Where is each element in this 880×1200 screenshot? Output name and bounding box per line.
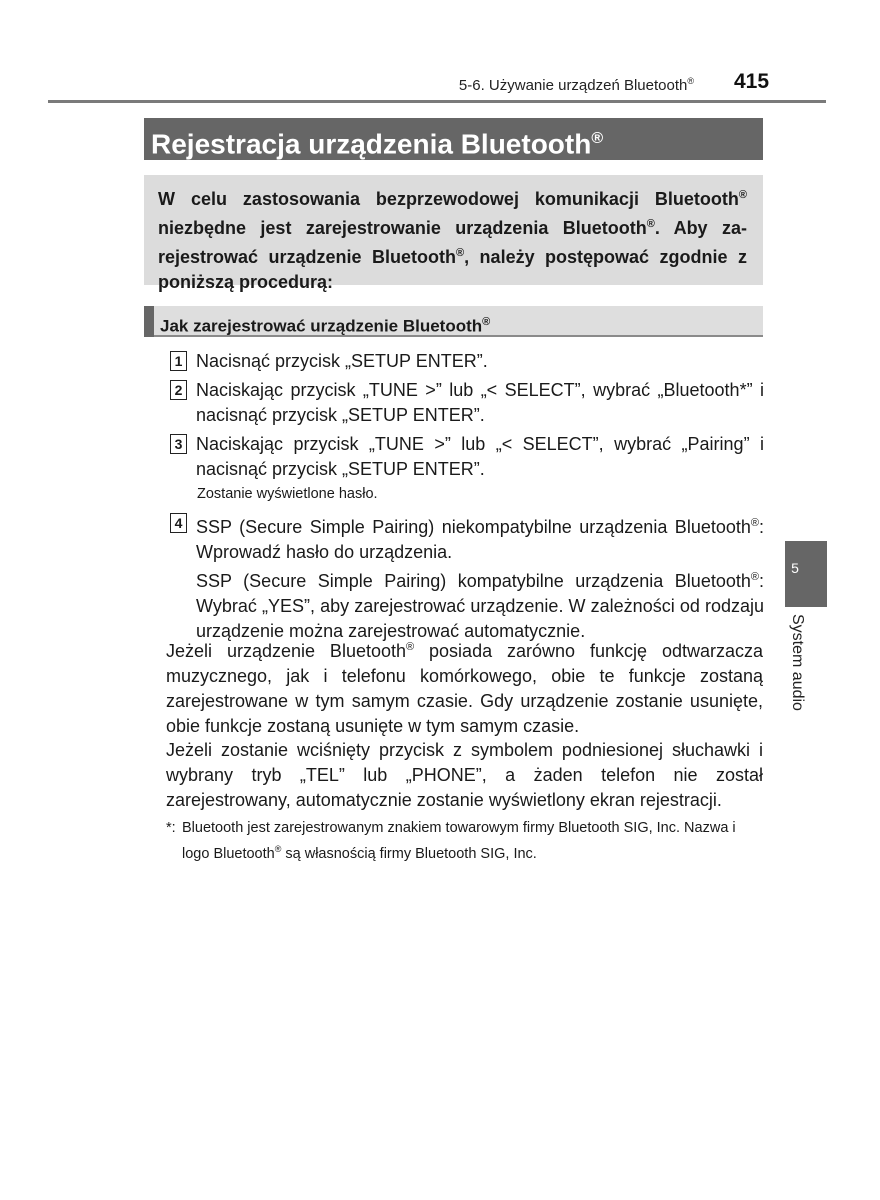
- section-heading: Jak zarejestrować urządzenie Bluetooth®: [144, 306, 763, 337]
- step-1: [170, 349, 764, 374]
- step-number: 3: [170, 434, 187, 454]
- step-number: 1: [170, 351, 187, 371]
- footnote-text: Bluetooth jest zarejestrowanym znakiem towarowym firmy Bluetooth SIG, Inc. Nazwa i logo Bluetooth® są własnością firmy Bluetooth SIG, Inc.: [182, 820, 736, 862]
- chapter-number: 5: [791, 560, 799, 576]
- registered-mark: ®: [687, 76, 694, 86]
- step-4: [170, 511, 764, 644]
- step-text: Nacisnąć przycisk „SETUP ENTER”.: [196, 351, 488, 371]
- intro-box: W celu zastosowania bezprzewodowej komunikacji Bluetooth® niezbędne jest zarejestrowanie urządzenia Bluetooth®. Aby za- rejestrować urządzenie Bluetooth®, należy postępować zgodnie z poniższą procedurą:: [144, 175, 763, 285]
- step-2: [170, 378, 764, 428]
- registered-mark: ®: [591, 130, 604, 147]
- header-section-title: 5-6. Używanie urządzeń Bluetooth®: [458, 76, 694, 94]
- step-number: 2: [170, 380, 187, 400]
- paragraph-dual-function: Jeżeli urządzenie Bluetooth® posiada zarówno funkcję odtwarzacza muzycznego, jak i telefonu komórkowego, obie te funkcje zostaną zarejestrowane w tym samym czasie. Gdy urządzenie zostanie usunięte, obie funkcje zostaną usunięte w tym samym czasie.: [166, 641, 763, 736]
- step-text: SSP (Secure Simple Pairing) niekompatybilne urządzenia Bluetooth®: Wprowadź hasło do urządzenia. SSP (Secure Simple Pairing) kompatybilne urządzenia Bluetooth®: Wybrać „YES”, aby zarejestrować urządzenie. W zależności od rodzaju urządzenie można zarejestrować automatycznie.: [196, 517, 764, 641]
- step-number: 4: [170, 513, 187, 533]
- step-3: [170, 432, 764, 482]
- footnote: [166, 818, 763, 865]
- step-text: Naciskając przycisk „TUNE >” lub „< SELECT”, wybrać „Pairing” i nacisnąć przycisk „SETUP ENTER”.: [196, 434, 764, 479]
- step-3-note: Zostanie wyświetlone hasło.: [197, 486, 378, 502]
- footnote-marker: *:: [166, 820, 176, 836]
- step-text: Naciskając przycisk „TUNE >” lub „< SELECT”, wybrać „Bluetooth*” i nacisnąć przycisk „SETUP ENTER”.: [196, 380, 764, 425]
- chapter-label: System audio: [789, 614, 806, 711]
- paragraph-registration-screen: Jeżeli zostanie wciśnięty przycisk z symbolem podniesionej słuchawki i wybrany tryb „TEL” lub „PHONE”, a żaden telefon nie został zarejestrowany, automatycznie zostanie wyświetlony ekran rejestracji.: [166, 740, 763, 810]
- page-number: 415: [734, 70, 770, 93]
- header-divider: [48, 100, 826, 103]
- page-title: Rejestracja urządzenia Bluetooth®: [144, 118, 763, 160]
